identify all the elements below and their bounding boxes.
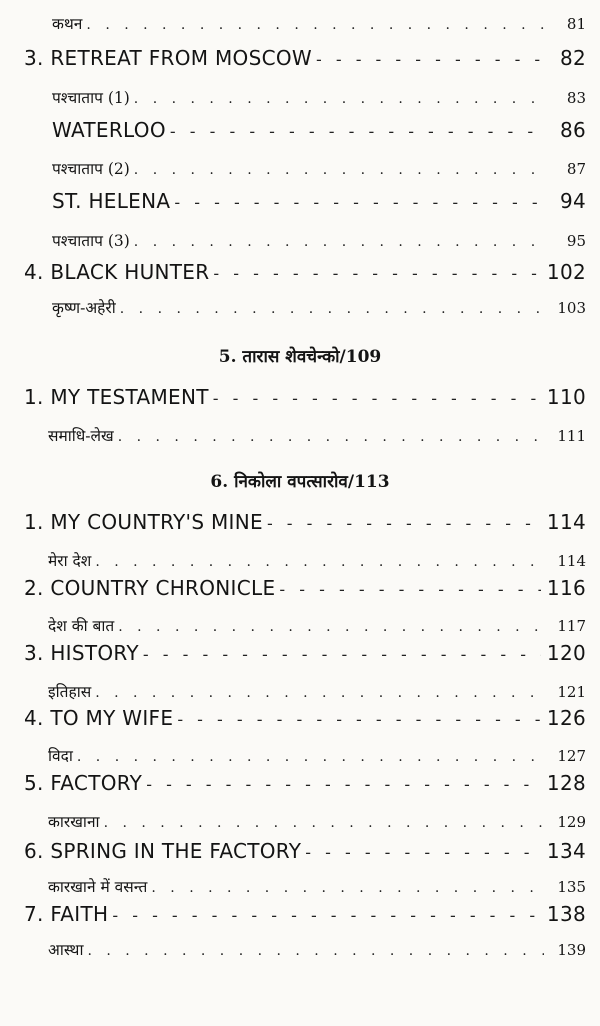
toc-entry [48, 680, 586, 702]
toc-entry [24, 641, 586, 665]
entry-title: 2. COUNTRY CHRONICLE [24, 576, 276, 600]
entry-page: 126 [546, 706, 586, 730]
entry-title: 6. SPRING IN THE FACTORY [24, 839, 302, 863]
toc-entry [48, 938, 586, 960]
toc-entry [52, 86, 586, 108]
entry-title: इतिहास [48, 683, 92, 701]
dash-leader [305, 843, 541, 862]
toc-entry [24, 385, 586, 409]
entry-title: पश्चाताप (3) [52, 232, 130, 250]
toc-entry [48, 810, 586, 832]
entry-title: 1. MY COUNTRY'S MINE [24, 510, 263, 534]
dot-leader [118, 619, 544, 635]
toc-entry [24, 706, 586, 730]
toc-entry [24, 839, 586, 863]
entry-page: 114 [557, 552, 586, 570]
dot-leader [87, 943, 544, 959]
dash-leader [316, 50, 544, 69]
dash-leader [174, 193, 544, 212]
entry-page: 95 [566, 232, 586, 250]
dash-leader [143, 645, 541, 664]
toc-entry [52, 296, 586, 318]
toc-entry [48, 614, 586, 636]
entry-title: आस्था [48, 941, 84, 959]
entry-page: 121 [557, 683, 586, 701]
entry-page: 102 [546, 260, 586, 284]
entry-page: 134 [546, 839, 586, 863]
entry-title: कथन [52, 15, 83, 33]
dot-leader [118, 429, 544, 445]
entry-page: 103 [557, 299, 586, 317]
entry-page: 82 [559, 46, 586, 70]
toc-entry [48, 424, 586, 446]
toc-entry [24, 260, 586, 284]
entry-page: 111 [557, 427, 586, 445]
dot-leader [134, 234, 544, 250]
dash-leader [213, 264, 541, 283]
toc-entry [52, 229, 586, 251]
toc-entry [52, 157, 586, 179]
entry-page: 127 [557, 747, 586, 765]
entry-page: 135 [557, 878, 586, 896]
dash-leader [213, 389, 541, 408]
entry-title: 7. FAITH [24, 902, 109, 926]
dot-leader [95, 554, 544, 570]
entry-title: 1. MY TESTAMENT [24, 385, 209, 409]
entry-page: 86 [559, 118, 586, 142]
dot-leader [77, 749, 544, 765]
dot-leader [151, 880, 544, 896]
toc-entry [52, 118, 586, 142]
dash-leader [267, 514, 541, 533]
dash-leader [146, 775, 541, 794]
dot-leader [104, 815, 544, 831]
dash-leader [177, 710, 541, 729]
dot-leader [86, 17, 544, 33]
entry-page: 110 [546, 385, 586, 409]
toc-entry [24, 576, 586, 600]
entry-title: विदा [48, 747, 73, 765]
toc-entry [52, 12, 586, 34]
toc-entry [52, 189, 586, 213]
toc-entry [48, 744, 586, 766]
dash-leader [279, 580, 541, 599]
entry-title: 4. TO MY WIFE [24, 706, 174, 730]
toc-entry [48, 549, 586, 571]
toc-entry [24, 510, 586, 534]
toc-entry [48, 875, 586, 897]
entry-title: पश्चाताप (1) [52, 89, 130, 107]
section-heading: 5. तारास शेवचेन्को/109 [218, 347, 382, 367]
entry-page: 128 [546, 771, 586, 795]
entry-title: कारखाना [48, 813, 100, 831]
entry-page: 120 [546, 641, 586, 665]
entry-title: समाधि-लेख [48, 427, 114, 445]
entry-page: 116 [546, 576, 586, 600]
toc-entry [24, 902, 586, 926]
entry-page: 87 [566, 160, 586, 178]
toc-entry [24, 46, 586, 70]
entry-title: कारखाने में वसन्त [48, 878, 148, 896]
entry-title: WATERLOO [52, 118, 166, 142]
dash-leader [112, 906, 541, 925]
entry-title: कृष्ण-अहेरी [52, 299, 116, 317]
dash-leader [170, 122, 544, 141]
entry-title: 5. FACTORY [24, 771, 143, 795]
entry-page: 138 [546, 902, 586, 926]
dot-leader [95, 685, 544, 701]
entry-page: 117 [557, 617, 586, 635]
entry-page: 83 [566, 89, 586, 107]
entry-title: 4. BLACK HUNTER [24, 260, 210, 284]
section-heading: 6. निकोला वपत्सारोव/113 [210, 472, 390, 492]
entry-page: 94 [559, 189, 586, 213]
entry-title: पश्चाताप (2) [52, 160, 130, 178]
entry-page: 139 [557, 941, 586, 959]
dot-leader [120, 301, 544, 317]
entry-page: 114 [546, 510, 586, 534]
entry-title: ST. HELENA [52, 189, 171, 213]
entry-title: देश की बात [48, 617, 115, 635]
entry-page: 81 [566, 15, 586, 33]
entry-title: 3. HISTORY [24, 641, 139, 665]
entry-title: मेरा देश [48, 552, 92, 570]
entry-title: 3. RETREAT FROM MOSCOW [24, 46, 312, 70]
dot-leader [134, 91, 544, 107]
dot-leader [134, 162, 544, 178]
toc-entry [24, 771, 586, 795]
entry-page: 129 [557, 813, 586, 831]
